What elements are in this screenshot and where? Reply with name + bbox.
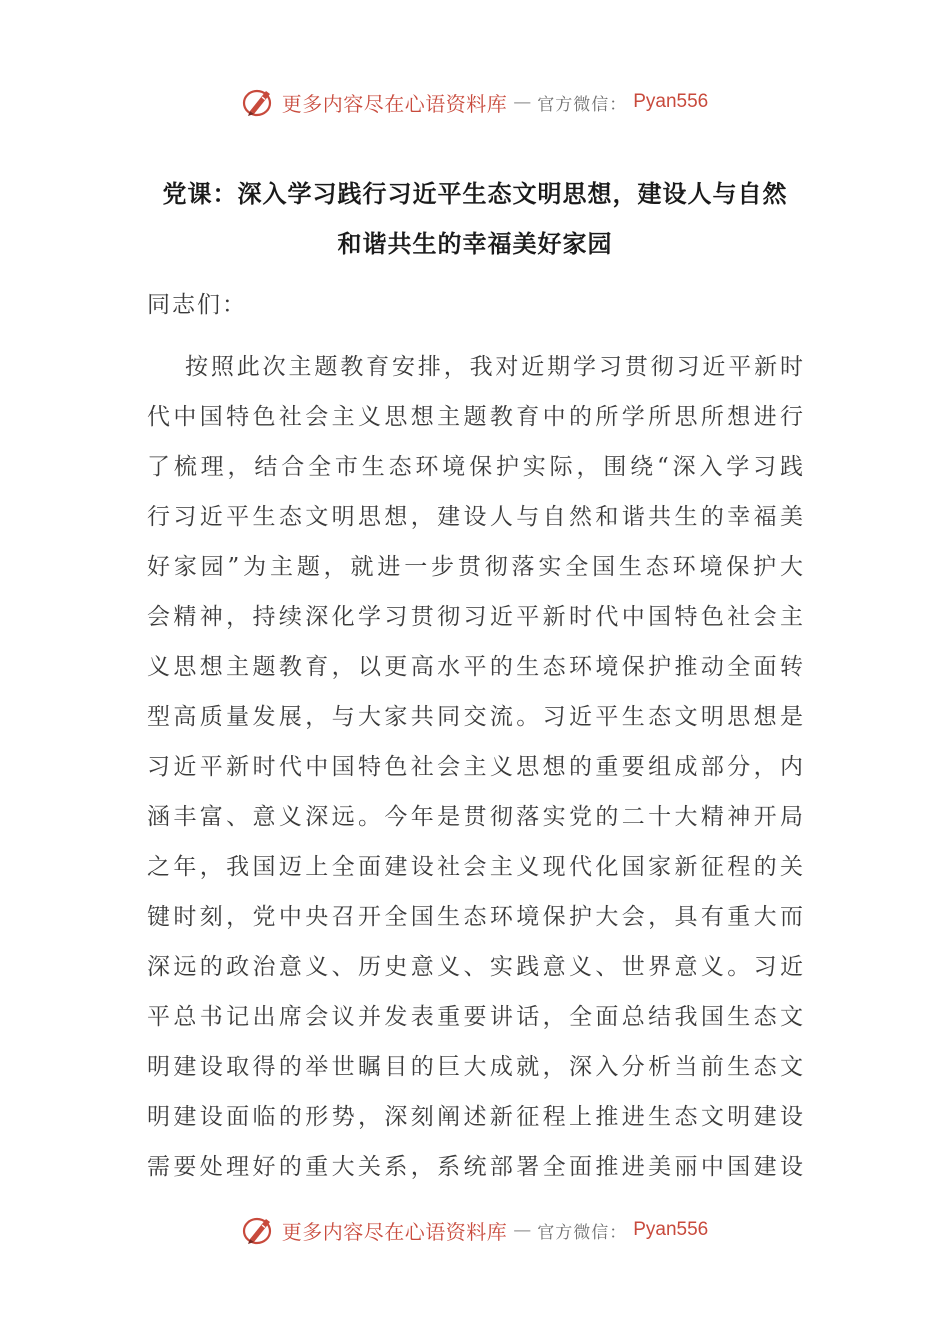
body-line: 好家园”为主题，就进一步贯彻落实全国生态环境保护大 [147, 554, 803, 580]
body-line: 会精神，持续深化学习贯彻习近平新时代中国特色社会主 [147, 604, 803, 630]
body-line: 习近平新时代中国特色社会主义思想的重要组成部分，内 [147, 754, 803, 780]
watermark-wechat-id: Pyan556 [633, 91, 709, 112]
watermark-brand-text: 更多内容尽在心语资料库 [281, 91, 508, 116]
body-line: 明建设取得的举世瞩目的巨大成就，深入分析当前生态文 [147, 1054, 803, 1080]
body-line: 按照此次主题教育安排，我对近期学习贯彻习近平新时 [185, 354, 803, 380]
pen-nib-logo-icon [242, 85, 276, 119]
watermark-dash: — [513, 1219, 532, 1241]
body-line: 代中国特色社会主义思想主题教育中的所学所思所想进行 [147, 404, 803, 430]
body-line: 涵丰富、意义深远。今年是贯彻落实党的二十大精神开局 [147, 804, 803, 830]
watermark-dash: — [513, 91, 532, 113]
document-title-line-2: 和谐共生的幸福美好家园 [337, 230, 613, 258]
watermark-wechat-label: 官方微信： [537, 1222, 628, 1243]
watermark-wechat-label: 官方微信： [537, 94, 628, 115]
body-line: 之年，我国迈上全面建设社会主义现代化国家新征程的关 [147, 854, 803, 880]
body-line: 明建设面临的形势，深刻阐述新征程上推进生态文明建设 [147, 1104, 803, 1130]
body-line: 了梳理，结合全市生态环境保护实际，围绕“深入学习践 [147, 454, 803, 480]
header-watermark [0, 82, 950, 122]
body-line: 深远的政治意义、历史意义、实践意义、世界意义。习近 [147, 954, 803, 980]
watermark-wechat-id: Pyan556 [633, 1219, 709, 1240]
watermark-brand-text: 更多内容尽在心语资料库 [281, 1219, 508, 1244]
salutation: 同志们： [147, 292, 247, 318]
body-line: 需要处理好的重大关系，系统部署全面推进美丽中国建设 [147, 1154, 803, 1180]
footer-watermark [0, 1210, 950, 1250]
body-line: 义思想主题教育，以更高水平的生态环境保护推动全面转 [147, 654, 803, 680]
body-line: 型高质量发展，与大家共同交流。习近平生态文明思想是 [147, 704, 803, 730]
pen-nib-logo-icon [242, 1213, 276, 1247]
body-line: 平总书记出席会议并发表重要讲话，全面总结我国生态文 [147, 1004, 803, 1030]
body-line: 键时刻，党中央召开全国生态环境保护大会，具有重大而 [147, 904, 803, 930]
document-title-line-1: 党课：深入学习践行习近平生态文明思想，建设人与自然 [162, 180, 788, 208]
body-line: 行习近平生态文明思想，建设人与自然和谐共生的幸福美 [147, 504, 803, 530]
